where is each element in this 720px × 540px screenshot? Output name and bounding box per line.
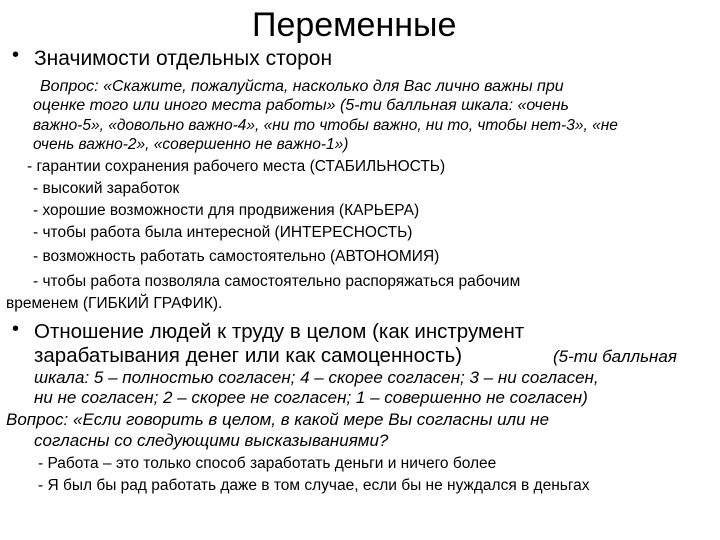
scale-text: шкала: 5 – полностью согласен; 4 – скорее согласен; 3 – ни согласен, [34, 368, 599, 387]
section1-heading: Значимости отдельных сторон [34, 47, 333, 70]
value-item: - хорошие возможности для продвижения (КАРЬЕРА) [33, 202, 420, 219]
bullet-marker: • [12, 318, 20, 340]
value-item: - возможность работать самостоятельно (АВТОНОМИЯ) [33, 248, 440, 265]
question1-line: оценке того или иного места работы» (5-ти балльная шкала: «очень [33, 97, 569, 114]
value-item: - чтобы работа была интересной (ИНТЕРЕСНОСТЬ) [33, 224, 413, 241]
value-item-continuation: временем (ГИБКИЙ ГРАФИК). [6, 295, 223, 312]
section2-heading: Отношение людей к труду в целом (как инструмент [34, 320, 525, 343]
question2-line: согласны со следующими высказываниями? [34, 431, 389, 450]
statement-item: - Работа – это только способ заработать деньги и ничего более [38, 455, 497, 472]
scale-text: (5-ти балльная [553, 347, 677, 366]
value-item: - гарантии сохранения рабочего места (СТАБИЛЬНОСТЬ) [27, 158, 446, 175]
question1-line: Вопрос: «Скажите, пожалуйста, насколько для Вас лично важны при [40, 78, 564, 95]
question1-line: очень важно-2», «совершенно не важно-1») [33, 136, 349, 153]
question2-line: Вопрос: «Если говорить в целом, в какой мере Вы согласны или не [6, 410, 550, 429]
value-item: - чтобы работа позволяла самостоятельно распоряжаться рабочим [33, 273, 521, 290]
question1-line: важно-5», «довольно важно-4», «ни то чтобы важно, ни то, чтобы нет-3», «не [33, 117, 618, 134]
section2-heading: зарабатывания денег или как самоценность) [34, 344, 463, 367]
bullet-marker: • [12, 44, 20, 66]
page-title: Переменные [252, 6, 457, 44]
statement-item: - Я был бы рад работать даже в том случае, если бы не нуждался в деньгах [38, 477, 590, 494]
scale-text: ни не согласен; 2 – скорее не согласен; 1 – совершенно не согласен) [34, 388, 588, 407]
value-item: - высокий заработок [33, 180, 180, 197]
